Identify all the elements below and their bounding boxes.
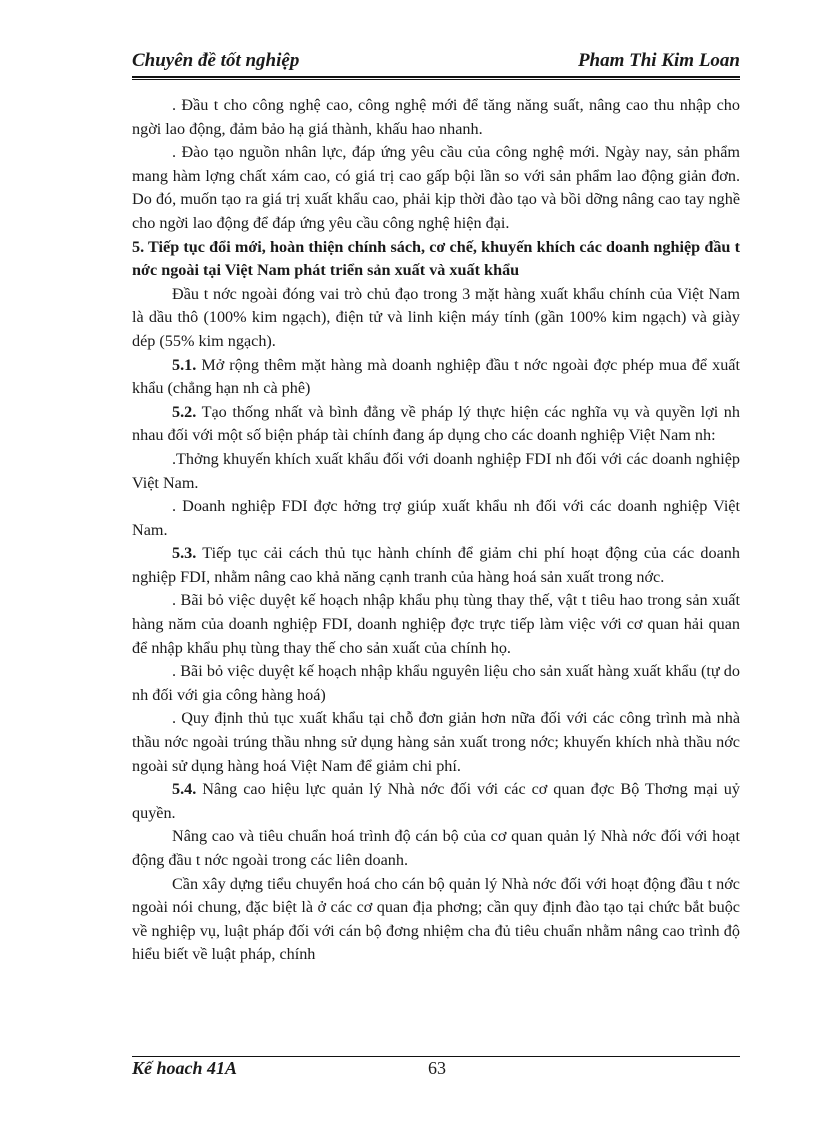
document-body (132, 94, 740, 967)
paragraph: Đầu t nớc ngoài đóng vai trò chủ đạo trong 3 mặt hàng xuất khẩu chính của Việt Nam là dầu thô (100% kim ngạch), điện tử và linh kiện máy tính (gần 100% kim ngạch) và giày dép (55% kim ngạch). (132, 284, 740, 350)
item-text: Tạo thống nhất và bình đẳng về pháp lý thực hiện các nghĩa vụ và quyền lợi nh nhau đối với một số biện pháp tài chính đang áp dụng cho các doanh nghiệp Việt Nam nh: (132, 402, 740, 445)
header-author: Pham Thi Kim Loan (577, 50, 740, 71)
page-footer (132, 1058, 740, 1082)
paragraph (132, 542, 740, 589)
paragraph: Nâng cao và tiêu chuẩn hoá trình độ cán bộ của cơ quan quản lý Nhà nớc đối với hoạt động đầu t nớc ngoài trong các liên doanh. (132, 827, 740, 869)
item-number: 5.4. (172, 780, 197, 799)
page-number: 63 (428, 1058, 446, 1078)
header-title: Chuyên đề tốt nghiệp (132, 50, 300, 71)
paragraph: . Đầu t cho công nghệ cao, công nghệ mới để tăng năng suất, nâng cao thu nhập cho ngời lao động, đảm bảo hạ giá thành, khấu hao nhanh. (132, 96, 740, 138)
item-number: 5.2. (172, 402, 197, 421)
paragraph: . Bãi bỏ việc duyệt kế hoạch nhập khẩu phụ tùng thay thế, vật t tiêu hao trong sản xuất hàng năm của doanh nghiệp FDI, doanh nghiệp đợc trực tiếp làm việc với cơ quan hải quan để nhập khẩu phụ tùng thay thế cho sản xuất của chính họ. (132, 591, 740, 657)
item-text: Nâng cao hiệu lực quản lý Nhà nớc đối với các cơ quan đợc Bộ Thơng mại uỷ quyền. (132, 780, 740, 822)
footer-divider (132, 1056, 740, 1057)
footer-class-label: Kế hoach 41A (132, 1058, 238, 1078)
item-number: 5.3. (172, 544, 197, 563)
item-text: Mở rộng thêm mặt hàng mà doanh nghiệp đầu t nớc ngoài đợc phép mua để xuất khẩu (chẳng hạn nh cà phê) (132, 355, 740, 398)
paragraph: . Đào tạo nguồn nhân lực, đáp ứng yêu cầu của công nghệ mới. Ngày nay, sản phẩm mang hàm lợng chất xám cao, có giá trị cao gấp bội lần so với sản phẩm lao động giản đơn. Do đó, muốn tạo ra giá trị xuất khẩu cao, phải kịp thời đào tạo và bồi dỡng nâng cao tay nghề cho ngời lao động để đáp ứng yêu cầu công nghệ hiện đại. (132, 143, 740, 232)
paragraph (132, 354, 740, 401)
page-header (132, 50, 740, 76)
paragraph: .Thởng khuyến khích xuất khẩu đối với doanh nghiệp FDI nh đối với các doanh nghiệp Việt Nam. (132, 449, 740, 492)
header-divider (132, 76, 740, 80)
paragraph: . Doanh nghiệp FDI đợc hởng trợ giúp xuất khẩu nh đối với các doanh nghiệp Việt Nam. (132, 497, 740, 539)
item-text: Tiếp tục cải cách thủ tục hành chính để giảm chi phí hoạt động của các doanh nghiệp FDI, nhằm nâng cao khả năng cạnh tranh của hàng hoá sản xuất trong nớc. (132, 544, 740, 586)
paragraph (132, 778, 740, 825)
paragraph (132, 401, 740, 448)
section-heading: 5. Tiếp tục đổi mới, hoàn thiện chính sách, cơ chế, khuyến khích các doanh nghiệp đầu t nớc ngoài tại Việt Nam phát triển sản xuất và xuất khẩu (132, 237, 740, 280)
paragraph: Cần xây dựng tiểu chuyển hoá cho cán bộ quản lý Nhà nớc đối với hoạt động đầu t nớc ngoài nói chung, đặc biệt là ở các cơ quan địa phơng; cần quy định đào tạo tại chức bắt buộc về nghiệp vụ, luật pháp đối với cán bộ đơng nhiệm cha đủ tiêu chuẩn nhằm nâng cao trình độ hiểu biết về luật pháp, chính (132, 874, 740, 964)
item-number: 5.1. (172, 355, 197, 374)
paragraph: . Bãi bỏ việc duyệt kế hoạch nhập khẩu nguyên liệu cho sản xuất hàng xuất khẩu (tự do nh đối với gia công hàng hoá) (132, 662, 740, 704)
paragraph: . Quy định thủ tục xuất khẩu tại chỗ đơn giản hơn nữa đối với các công trình mà nhà thầu nớc ngoài trúng thầu nhng sử dụng hàng sản xuất trong nớc; khuyến khích nhà thầu nớc ngoài sử dụng hàng hoá Việt Nam để giảm chi phí. (132, 709, 740, 775)
